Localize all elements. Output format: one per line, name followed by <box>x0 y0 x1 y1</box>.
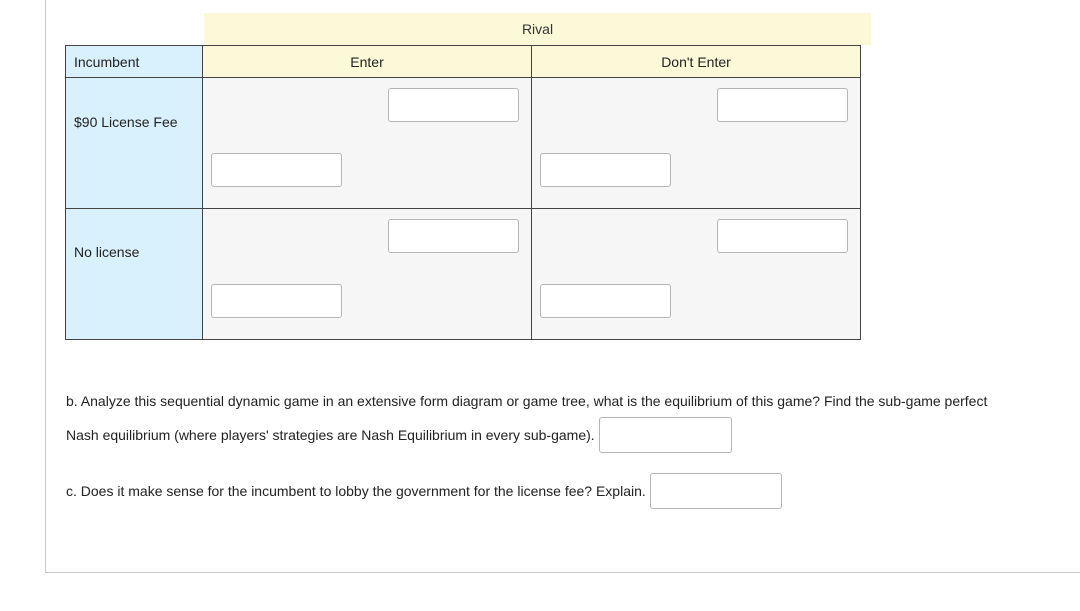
question-c-text: c. Does it make sense for the incumbent to lobby the government for the license fee? Explain. <box>66 483 646 499</box>
cell-nolicense-dont-enter <box>532 209 861 340</box>
payoff-input-incumbent[interactable] <box>540 153 671 187</box>
question-b-text: Nash equilibrium (where players' strategies are Nash Equilibrium in every sub-game). <box>66 427 595 443</box>
payoff-input-incumbent[interactable] <box>211 284 342 318</box>
row-header-no-license: No license <box>66 209 203 340</box>
column-header-enter: Enter <box>203 46 532 78</box>
cell-license-enter <box>203 78 532 209</box>
rival-label: Rival <box>521 21 554 37</box>
payoff-matrix <box>65 45 861 340</box>
payoff-input-incumbent[interactable] <box>211 153 342 187</box>
rival-header <box>204 13 871 45</box>
cell-license-dont-enter <box>532 78 861 209</box>
payoff-input-incumbent[interactable] <box>540 284 671 318</box>
question-b-line2 <box>66 417 732 453</box>
question-b-line1: b. Analyze this sequential dynamic game in an extensive form diagram or game tree, what is the equilibrium of this game? Find the sub-game perfect <box>66 393 988 409</box>
column-header-dont-enter: Don't Enter <box>532 46 861 78</box>
cell-nolicense-enter <box>203 209 532 340</box>
row-header-license-fee: $90 License Fee <box>66 78 203 209</box>
answer-c-input[interactable] <box>650 473 782 509</box>
answer-b-input[interactable] <box>599 417 732 453</box>
payoff-input-rival[interactable] <box>717 219 848 253</box>
payoff-input-rival[interactable] <box>388 219 519 253</box>
payoff-input-rival[interactable] <box>717 88 848 122</box>
incumbent-header: Incumbent <box>66 46 203 78</box>
question-c <box>66 473 782 509</box>
payoff-input-rival[interactable] <box>388 88 519 122</box>
